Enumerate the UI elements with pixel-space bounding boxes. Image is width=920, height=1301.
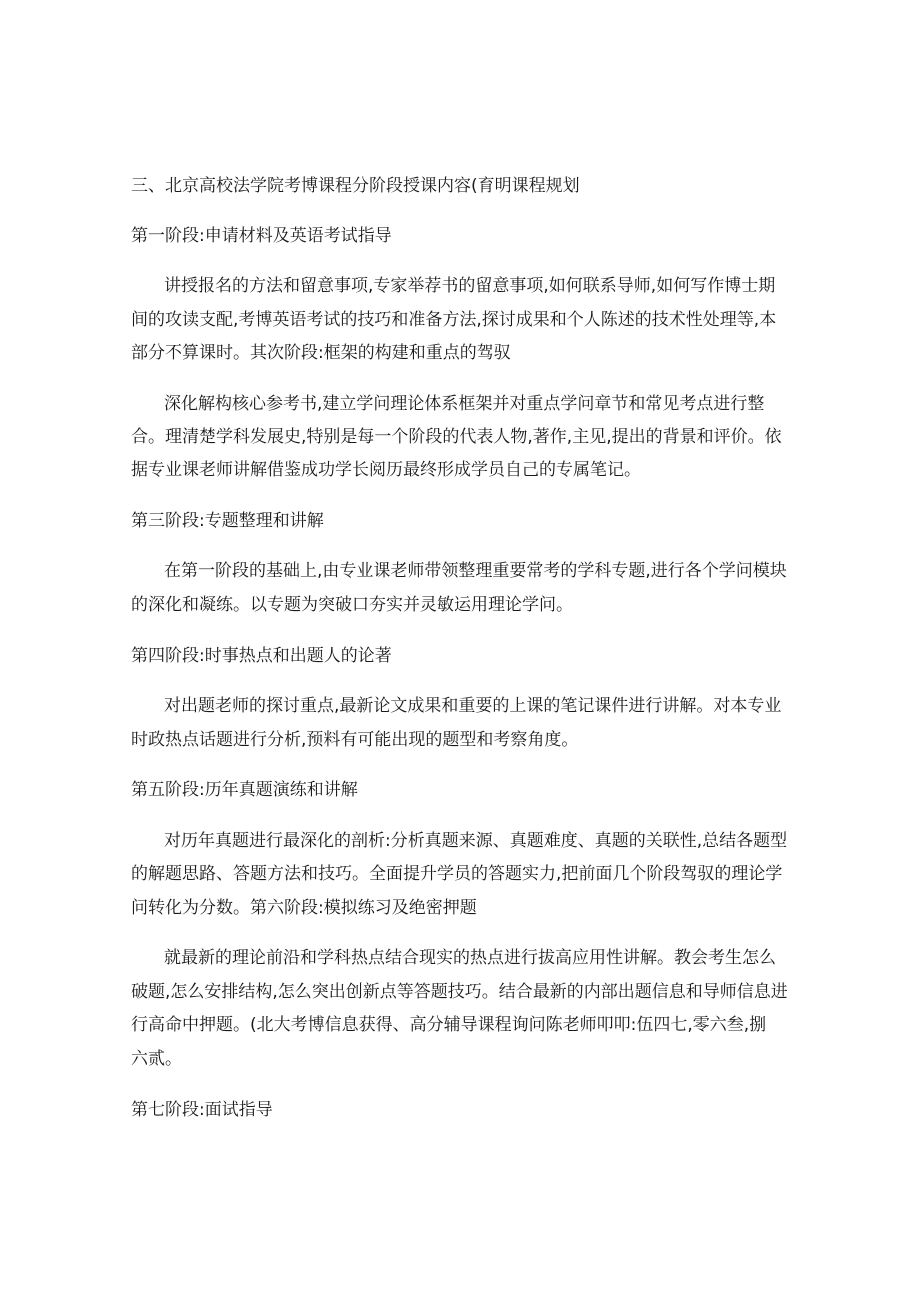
stage6-line-2: 破题,怎么安排结构,怎么突出创新点等答题技巧。结合最新的内部出题信息和导师信息进 [131, 982, 788, 1002]
stage5-line-3: 问转化为分数。第六阶段:模拟练习及绝密押题 [131, 898, 477, 918]
stage6-line-4: 六贰。 [131, 1049, 182, 1069]
stage4-line-2: 时政热点话题进行分析,预料有可能出现的题型和考察角度。 [131, 730, 579, 750]
stage3-heading: 第三阶段:专题整理和讲解 [131, 511, 324, 531]
stage6-line-3: 行高命中押题。(北大考博信息获得、高分辅导课程询问陈老师叩叩:伍四七,零六叁,捌 [131, 1015, 767, 1035]
stage4-line-1: 对出题老师的探讨重点,最新论文成果和重要的上课的笔记课件进行讲解。对本专业 [164, 696, 782, 716]
stage7-heading: 第七阶段:面试指导 [131, 1100, 273, 1120]
stage5-line-2: 的解题思路、答题方法和技巧。全面提升学员的答题实力,把前面几个阶段驾驭的理论学 [131, 864, 783, 884]
section-title: 三、北京高校法学院考博课程分阶段授课内容(育明课程规划 [131, 176, 580, 196]
stage2-line-1: 深化解构核心参考书,建立学问理论体系框架并对重点学问章节和常见考点进行整 [164, 394, 765, 414]
stage1-line-1: 讲授报名的方法和留意事项,专家举荐书的留意事项,如何联系导师,如何写作博士期 [164, 276, 776, 296]
stage5-line-1: 对历年真题进行最深化的剖析:分析真题来源、真题难度、真题的关联性,总结各题型 [164, 831, 788, 851]
stage3-line-2: 的深化和凝练。以专题为突破口夯实并灵敏运用理论学问。 [131, 595, 573, 615]
stage1-heading: 第一阶段:申请材料及英语考试指导 [131, 226, 392, 246]
stage5-heading: 第五阶段:历年真题演练和讲解 [131, 780, 358, 800]
stage2-line-3: 据专业课老师讲解借鉴成功学长阅历最终形成学员自己的专属笔记。 [131, 460, 641, 480]
stage1-line-2: 间的攻读支配,考博英语考试的技巧和准备方法,探讨成果和个人陈述的技术性处理等,本 [131, 310, 777, 330]
stage3-line-1: 在第一阶段的基础上,由专业课老师带领整理重要常考的学科专题,进行各个学问模块 [164, 561, 787, 581]
stage4-heading: 第四阶段:时事热点和出题人的论著 [131, 646, 392, 666]
stage6-line-1: 就最新的理论前沿和学科热点结合现实的热点进行拔高应用性讲解。教会考生怎么 [164, 948, 776, 968]
stage2-line-2: 合。理清楚学科发展史,特别是每一个阶段的代表人物,著作,主见,提出的背景和评价。依 [131, 427, 782, 447]
stage1-line-3: 部分不算课时。其次阶段:框架的构建和重点的驾驭 [131, 343, 511, 363]
